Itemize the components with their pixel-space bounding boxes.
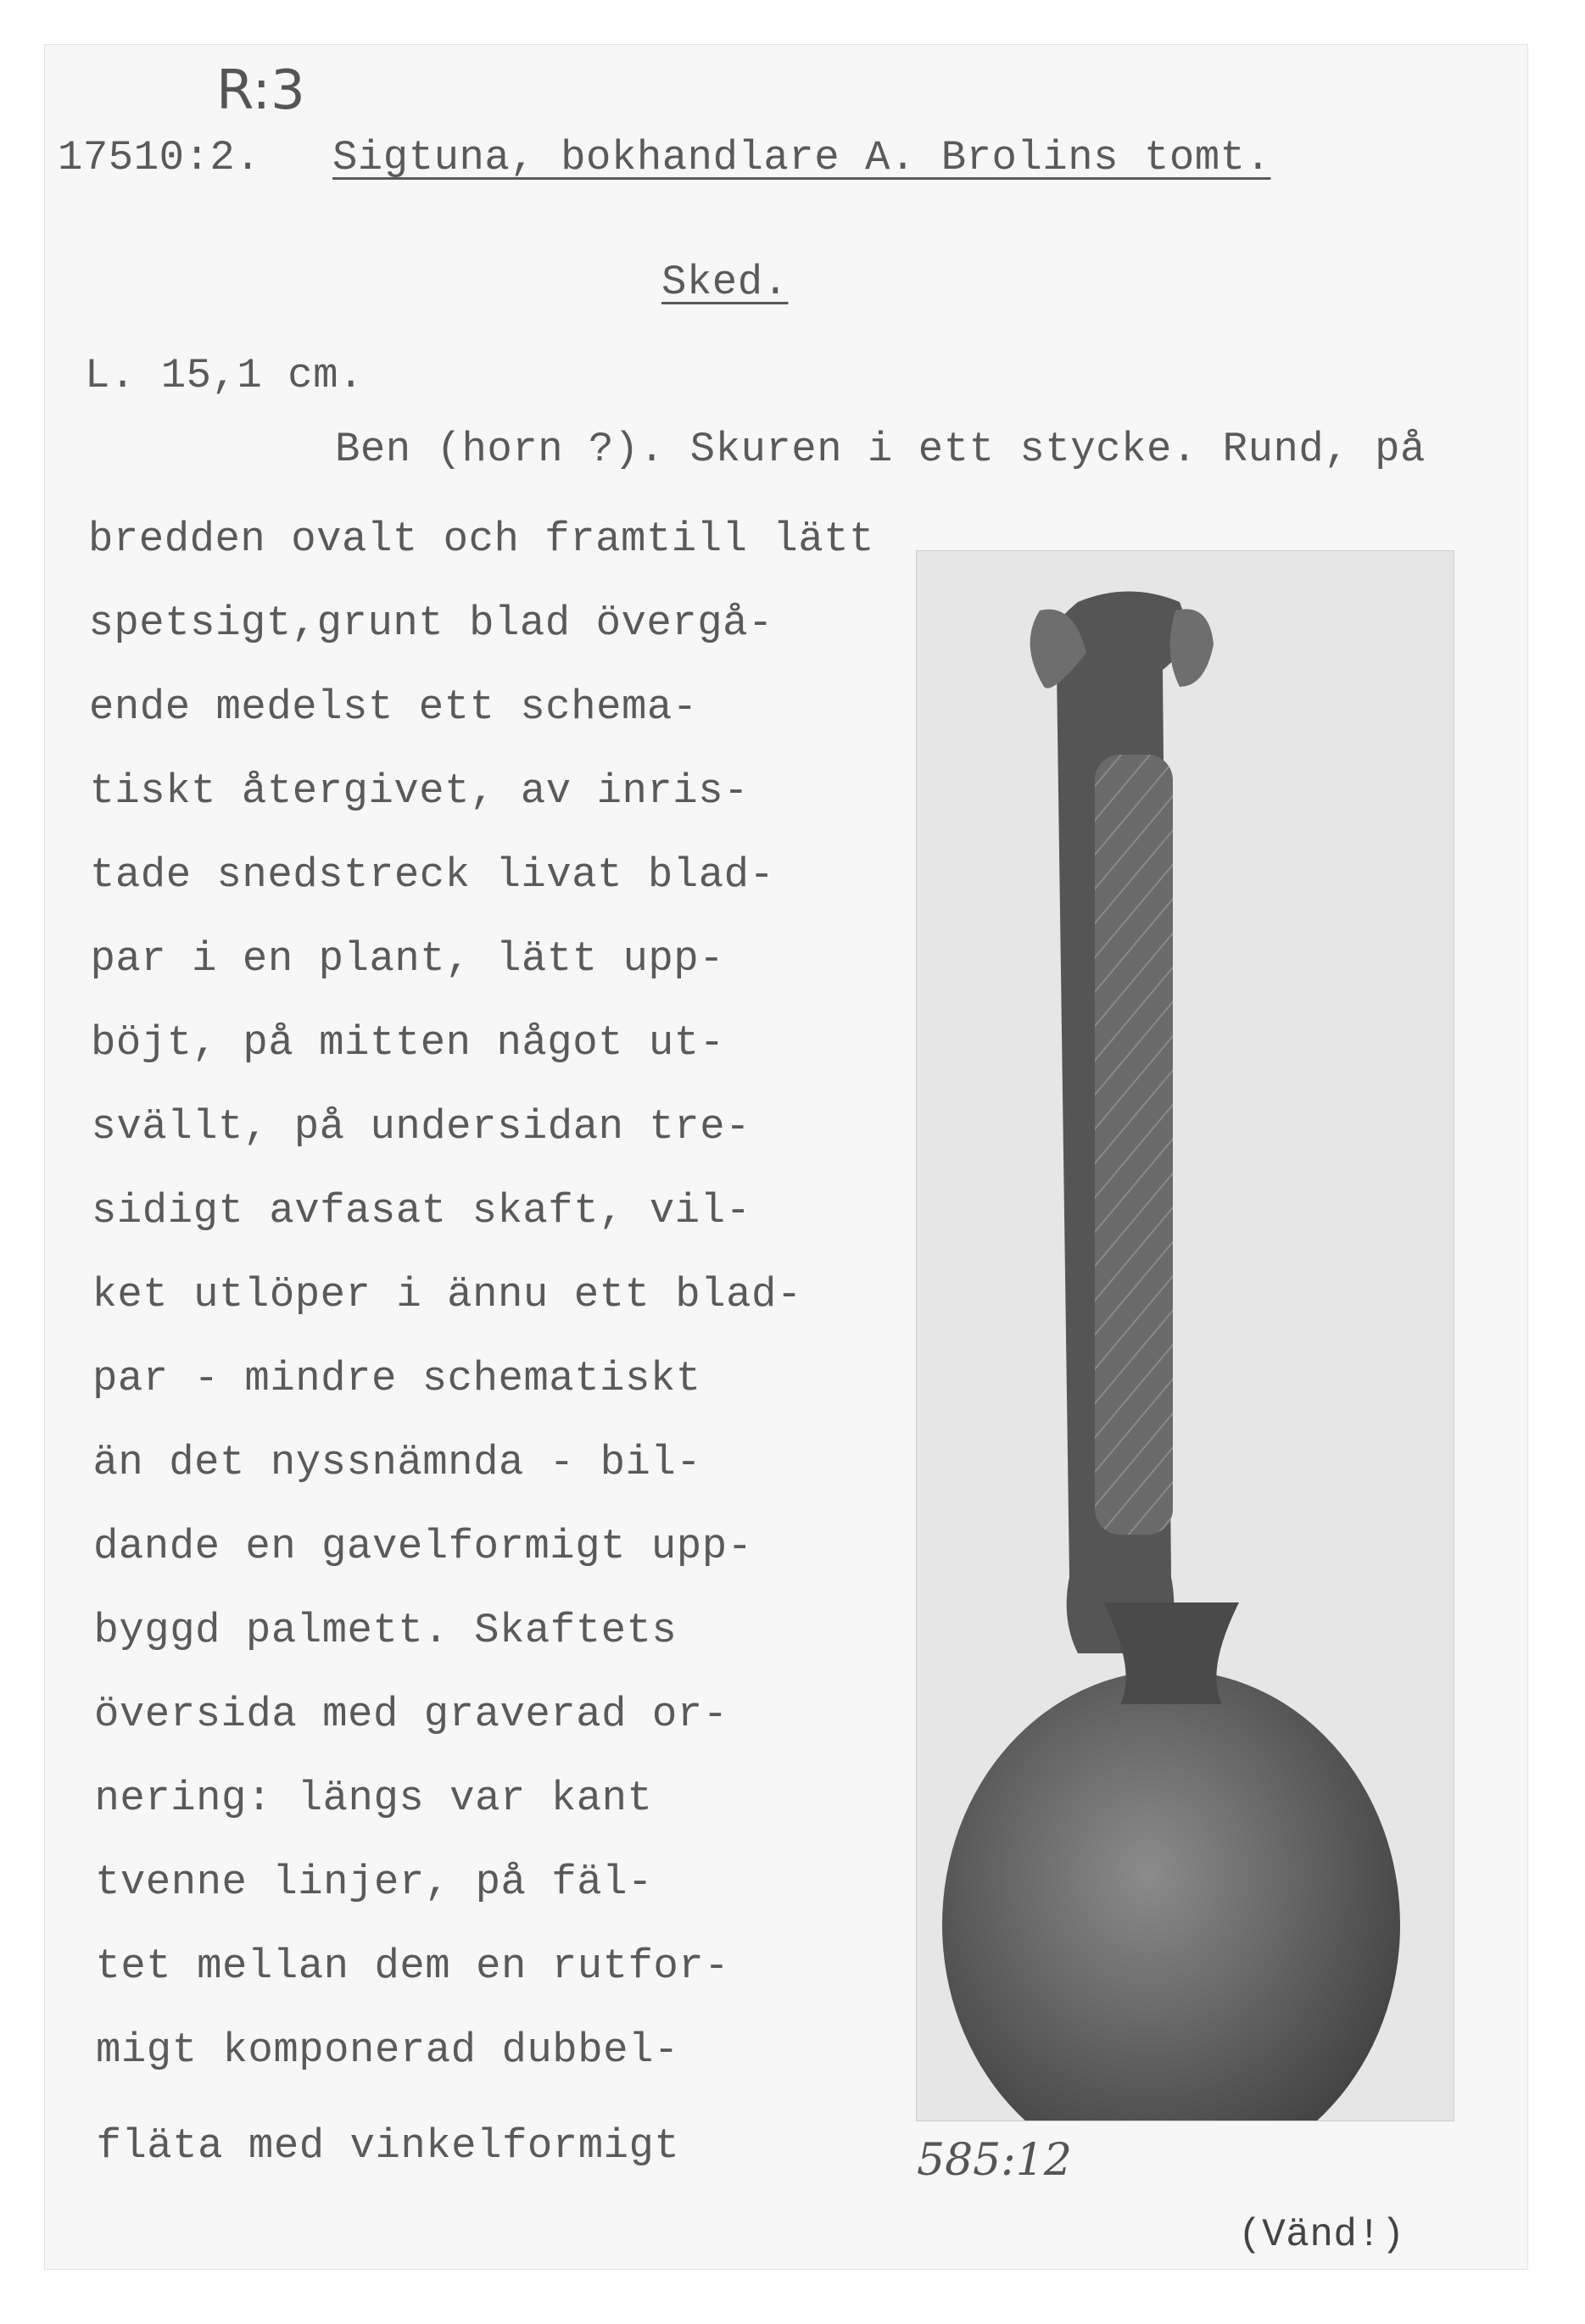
description-line: tet mellan dem en rutfor- (95, 1942, 730, 1990)
description-line: fläta med vinkelformigt (96, 2122, 680, 2170)
description-line: än det nyssnämnda - bil- (92, 1439, 702, 1486)
inventory-number: 17510:2. (58, 134, 261, 181)
description-line: tade snedstreck livat blad- (90, 851, 775, 899)
description-line: sidigt avfasat skaft, vil- (92, 1187, 751, 1234)
description-line: bredden ovalt och framtill lätt (88, 516, 875, 563)
description-line: ket utlöper i ännu ett blad- (92, 1271, 802, 1318)
description-line: dande en gavelformigt upp- (93, 1523, 753, 1570)
description-line: översida med graverad or- (94, 1691, 728, 1738)
description-line: tiskt återgivet, av inris- (89, 767, 750, 815)
description-line: svällt, på undersidan tre- (91, 1103, 751, 1151)
object-title: Sked. (661, 259, 789, 306)
shelf-mark: R:3 (216, 59, 305, 122)
spoon-image (917, 551, 1454, 2121)
description-line: byggd palmett. Skaftets (93, 1607, 678, 1654)
description-line: par i en plant, lätt upp- (90, 935, 725, 983)
turn-over-note: (Vänd!) (1238, 2213, 1405, 2257)
description-line: ende medelst ett schema- (89, 683, 698, 731)
spoon-photograph (916, 550, 1454, 2121)
description-line: nering: längs var kant (94, 1775, 653, 1822)
description-line: migt komponerad dubbel- (96, 2026, 679, 2074)
description-line: tvenne linjer, på fäl- (95, 1859, 653, 1906)
description-line: par - mindre schematiskt (92, 1355, 701, 1402)
description-first-line: Ben (horn ?). Skuren i ett stycke. Rund, på (335, 426, 1426, 473)
find-location: Sigtuna, bokhandlare A. Brolins tomt. (332, 134, 1271, 181)
object-length: L. 15,1 cm. (85, 352, 364, 399)
description-line: spetsigt,grunt blad övergå- (88, 599, 773, 647)
description-line: böjt, på mitten något ut- (91, 1019, 725, 1067)
photo-number-handwritten: 585:12 (917, 2135, 1072, 2186)
